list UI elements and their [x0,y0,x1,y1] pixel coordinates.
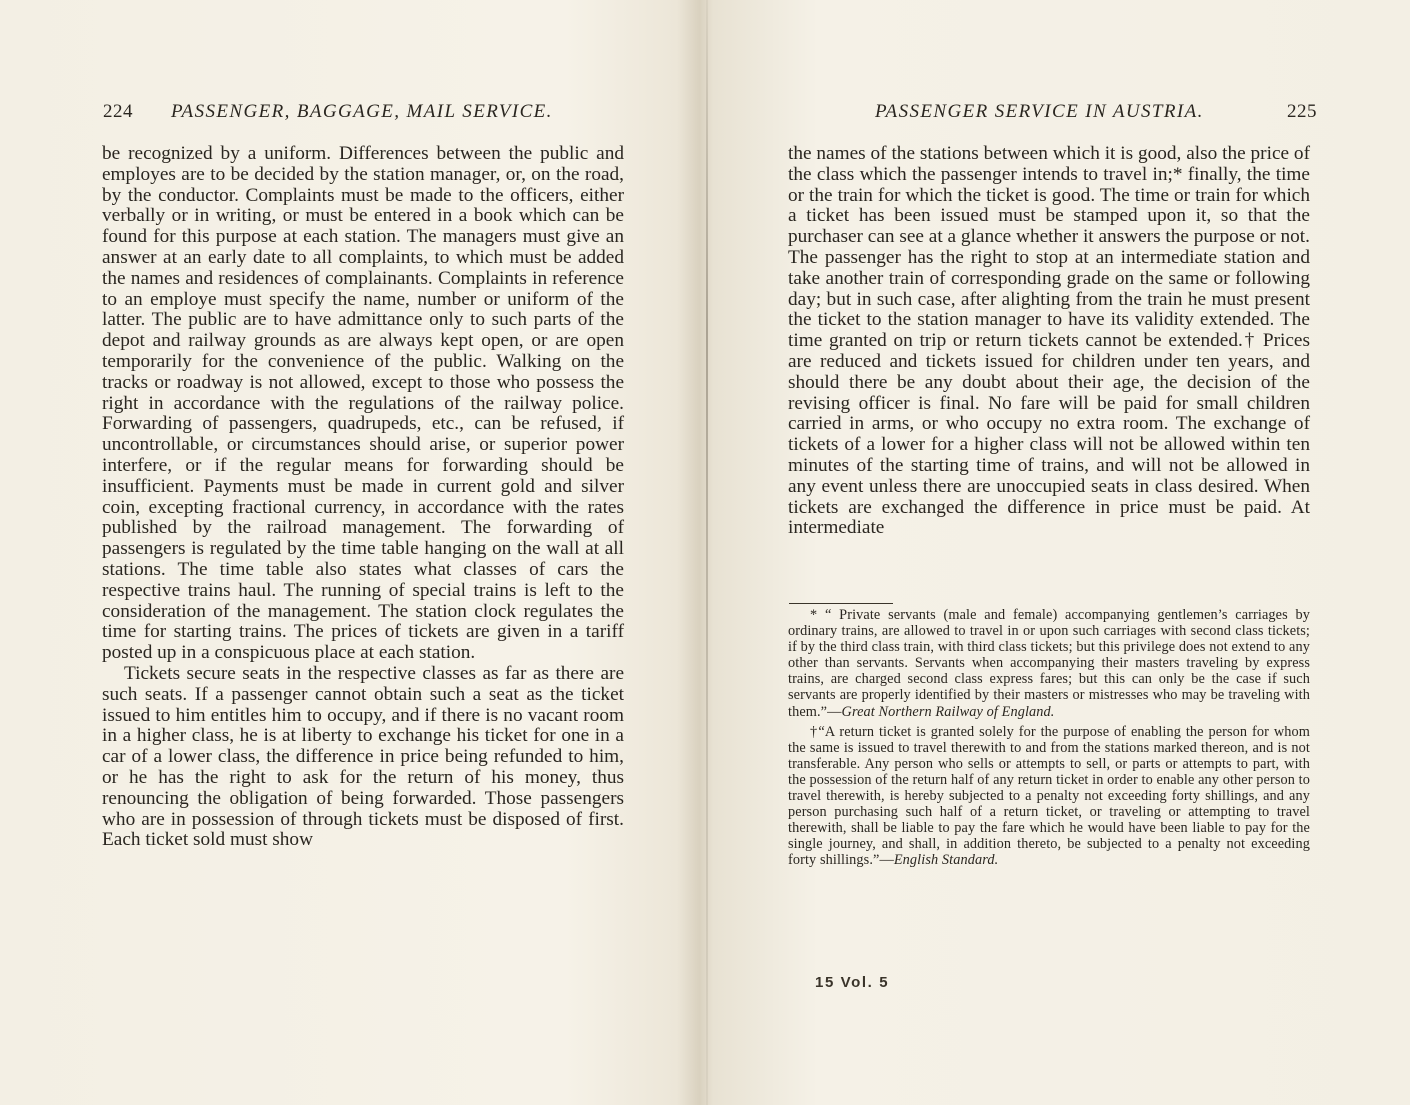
footnote-1-text: * “ Private servants (male and female) accompanying gentlemen’s carriages by ordinary trains, are allowed to travel in or upon such carriages with second class tickets; if by the third class train, with third class tickets; but this privilege does not extend to any other than servants. Servants when accompanying their masters traveling by express trains, are charged second class express fares; but this can only be the case if such servants are properly identified by their masters or mistresses who may be traveling with them.”— [788,607,1310,720]
footnotes [788,607,1310,873]
printer-signature-mark: 15 Vol. 5 [815,974,890,991]
footnote-2-source: English Standard. [893,852,999,869]
right-page-number: 225 [1287,101,1317,122]
footnote-2 [788,724,1310,869]
footnote-2-text: †“A return ticket is granted solely for the purpose of enabling the person for whom the same is issued to travel therewith to and from the stations marked thereon, and is not transferable. Any person who sells or attempts to sell, or parts or attempts to part, with the possession of the return half of any return ticket in order to enable any other person to travel therewith, is hereby subjected to a penalty not exceeding forty shillings, and any person purchasing such half of a return ticket, or traveling or attempting to travel therewith, shall be liable to pay the fare which he would have been liable to pay for the single journey, and shall, in addition thereto, be subjected to a penalty not exceeding forty shillings.”— [788,723,1310,869]
right-body-text [788,144,1310,539]
left-running-head-title: PASSENGER, BAGGAGE, MAIL SERVICE. [171,101,553,122]
left-page-number: 224 [103,101,133,122]
left-paragraph-2: Tickets secure seats in the respective classes as far as there are such seats. If a passenger cannot obtain such a seat as the ticket issued to him entitles him to occupy, and if there is no vacant room in a higher class, he is at liberty to exchange his ticket for one in a car of a lower class, the difference in price being refunded to him, or he has the right to ask for the return of his money, thus renouncing the obligation of being forwarded. Those passengers who are in possession of through tickets must be disposed of first. Each ticket sold must show [102,662,624,851]
right-paragraph-1: the names of the stations between which it is good, also the price of the class which the passenger intends to travel in;* finally, the time or the train for which the ticket is good. The time or train for which a ticket has been issued must be stamped upon it, so that the purchaser can see at a glance whether it answers the purpose or not. The passenger has the right to stop at an intermediate station and take another train of corresponding grade on the same or following day; but in such case, after alighting from the train he must present the ticket to the station manager to have its validity extended. The time granted on trip or return tickets cannot be extended.† Prices are reduced and tickets issued for children under ten years, and should there be any doubt about their age, the decision of the revising officer is final. No fare will be paid for small children carried in arms, or who occupy no extra room. The exchange of tickets of a lower for a higher class will not be allowed within ten minutes of the starting time of trains, and will not be allowed in any event unless there are unoccupied seats in class desired. When tickets are exchanged the difference in price must be paid. At intermediate [788,143,1310,539]
right-running-header [787,98,1317,126]
left-body-text [102,144,624,851]
left-paragraph-1: be recognized by a uniform. Differences between the public and employes are to be decided by the station manager, or, on the road, by the conductor. Complaints must be made to the officers, either verbally or in writing, or must be entered in a book which can be found for this purpose at each station. The managers must give an answer at an early date to all complaints, to which must be added the names and residences of complainants. Complaints in reference to an employe must specify the name, number or uniform of the latter. The public are to have admittance only to such parts of the depot and railway grounds as are always kept open, or are open temporarily for the convenience of the public. Walking on the tracks or roadway is not allowed, except to those who possess the right in accordance with the regulations of the railway police. Forwarding of passengers, quadrupeds, etc., can be refused, if uncontrollable, or circumstances should arise, or superior power interfere, or if the regular means for forwarding should be insufficient. Payments must be made in current gold and silver coin, excepting fractional currency, in accordance with the rates published by the railroad management. The forwarding of passengers is regulated by the time table hanging on the wall at all stations. The time table also states what classes of cars the respective trains haul. The running of special trains is left to the consideration of the management. The station clock regulates the time for starting trains. The prices of tickets are given in a tariff posted up in a conspicuous place at each station. [102,143,624,664]
footnote-rule [789,603,893,604]
right-running-head-title: PASSENGER SERVICE IN AUSTRIA. [875,101,1204,122]
left-running-header [103,98,623,126]
footnote-1-source: Great Northern Railway of England. [841,703,1055,720]
right-page [707,0,1410,1105]
footnote-1 [788,607,1310,720]
